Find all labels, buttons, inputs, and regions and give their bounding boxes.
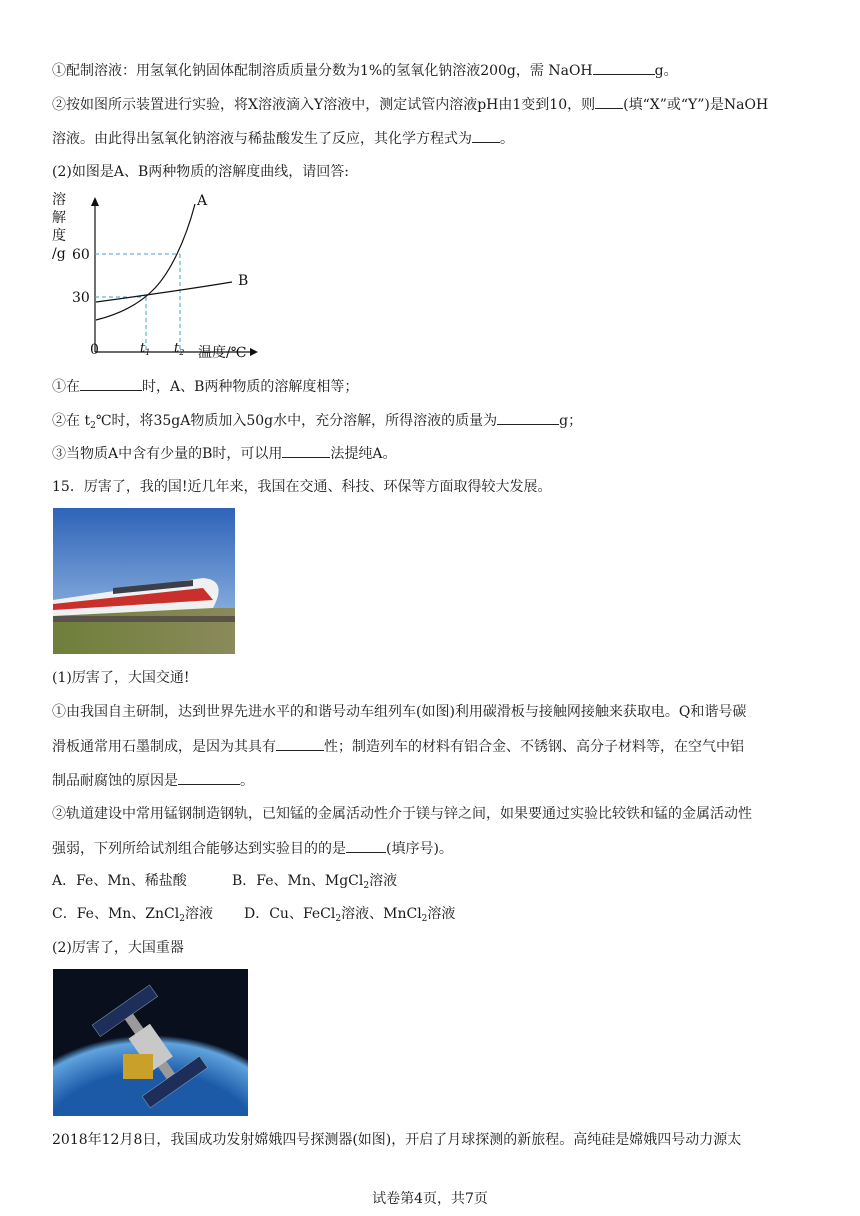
- text: ①在: [52, 379, 80, 395]
- text: (填序号)。: [386, 841, 453, 857]
- text: (填“X”或“Y”)是NaOH: [623, 97, 769, 113]
- text: g；: [559, 413, 583, 429]
- answer-blank[interactable]: [595, 94, 623, 109]
- text: 时，A、B两种物质的溶解度相等；: [142, 379, 359, 395]
- answer-blank[interactable]: [282, 443, 330, 458]
- text: 溶液、MnCl: [341, 906, 422, 922]
- answer-blank[interactable]: [593, 60, 655, 75]
- series-a-label: A: [197, 193, 208, 209]
- ylabel-3: 度: [52, 228, 66, 244]
- option-a: A．Fe、Mn、稀盐酸: [52, 873, 187, 889]
- q-purification: [52, 443, 397, 464]
- q-solubility-intro: (2)如图是A、B两种物质的溶解度曲线，请回答:: [52, 164, 349, 180]
- subscript: 2: [363, 881, 370, 891]
- page-footer: 试卷第4页，共7页: [372, 1191, 488, 1207]
- text: 性；制造列车的材料有铝合金、不锈钢、高分子材料等，在空气中铝: [324, 739, 744, 755]
- q-rail-text-1: ②轨道建设中常用锰钢制造钢轨，已知锰的金属活动性介于镁与锌之间，如果要通过实验比较铁和锰的金属活动性: [52, 806, 752, 822]
- options-row-2: [52, 904, 455, 924]
- text: 法提纯A。: [330, 446, 397, 462]
- q-train-text-2: [52, 736, 744, 757]
- text: 溶液: [369, 873, 398, 889]
- xlabel: 温度/℃: [198, 345, 247, 361]
- q-solution-prep: [52, 60, 678, 81]
- q-ph-experiment: [52, 94, 768, 115]
- sub-q1-title: (1)厉害了，大国交通!: [52, 670, 190, 686]
- xtick-t2: $t_2$: [174, 341, 185, 357]
- answer-blank[interactable]: [276, 736, 324, 751]
- text: D．Cu、FeCl: [244, 906, 336, 922]
- q-train-text-3: [52, 770, 254, 791]
- text: g。: [654, 63, 678, 79]
- options-row-1: [52, 871, 397, 891]
- answer-blank[interactable]: [497, 410, 559, 425]
- text: 滑板通常用石墨制成，是因为其具有: [52, 739, 276, 755]
- sub-q2-title: (2)厉害了，大国重器: [52, 940, 184, 956]
- text: ℃时，将35gA物质加入50g水中，充分溶解，所得溶液的质量为: [95, 413, 498, 429]
- text: 溶液: [184, 906, 213, 922]
- answer-blank[interactable]: [472, 128, 500, 143]
- text: 制品耐腐蚀的原因是: [52, 773, 178, 789]
- subscript: 2: [179, 914, 185, 924]
- curve-b: [96, 282, 232, 302]
- subscript: 2: [335, 914, 342, 924]
- answer-blank[interactable]: [178, 770, 240, 785]
- ytick-30: 30: [72, 290, 90, 306]
- subscript: 2: [90, 421, 96, 431]
- text: C．Fe、Mn、ZnCl: [52, 906, 180, 922]
- text: B．Fe、Mn、MgCl: [232, 873, 364, 889]
- ylabel-2: 解: [52, 210, 66, 226]
- q-train-text-1: ①由我国自主研制，达到世界先进水平的和谐号动车组列车(如图)利用碳滑板与接触网接触来获取电。Q和谐号碳: [52, 704, 747, 720]
- satellite-image: [53, 969, 248, 1116]
- option-c: [52, 904, 244, 924]
- text: ①配制溶液：用氢氧化钠固体配制溶质质量分数为1%的氢氧化钠溶液200g，需 NaOH: [52, 63, 593, 79]
- q-solution-mass: [52, 410, 582, 431]
- q-rail-text-2: [52, 838, 453, 859]
- ytick-60: 60: [72, 247, 90, 263]
- text: 。: [500, 131, 514, 147]
- series-b-label: B: [238, 273, 249, 289]
- text: 。: [240, 773, 254, 789]
- xtick-t1: $t_1$: [140, 341, 151, 357]
- subscript: 2: [421, 914, 428, 924]
- x-axis-arrow: [250, 348, 258, 356]
- q-equal-solubility: [52, 376, 358, 397]
- q-chang-e-text: 2018年12月8日，我国成功发射嫦娥四号探测器(如图)，开启了月球探测的新旅程。高纯硅是嫦娥四号动力源太: [52, 1132, 742, 1148]
- solubility-chart: [50, 192, 265, 364]
- text: ③当物质A中含有少量的B时，可以用: [52, 446, 283, 462]
- text: 溶液。由此得出氢氧化钠溶液与稀盐酸发生了反应，其化学方程式为: [52, 131, 472, 147]
- origin-label: 0: [90, 342, 99, 358]
- y-axis-arrow: [91, 197, 99, 206]
- question-15-title: 15．厉害了，我的国!近几年来，我国在交通、科技、环保等方面取得较大发展。: [52, 479, 552, 495]
- ylabel-4: /g: [52, 246, 66, 262]
- train-image: [53, 508, 235, 654]
- text: 溶液: [427, 906, 456, 922]
- option-b: [232, 873, 397, 889]
- answer-blank[interactable]: [80, 376, 142, 391]
- text: ②按如图所示装置进行实验，将X溶液滴入Y溶液中，测定试管内溶液pH由1变到10，则: [52, 97, 596, 113]
- text: 强弱，下列所给试剂组合能够达到实验目的的是: [52, 841, 346, 857]
- ylabel-1: 溶: [52, 192, 66, 208]
- answer-blank[interactable]: [346, 838, 386, 853]
- option-d: [244, 906, 455, 922]
- text: ②在 t: [52, 413, 91, 429]
- q-equation: [52, 128, 514, 149]
